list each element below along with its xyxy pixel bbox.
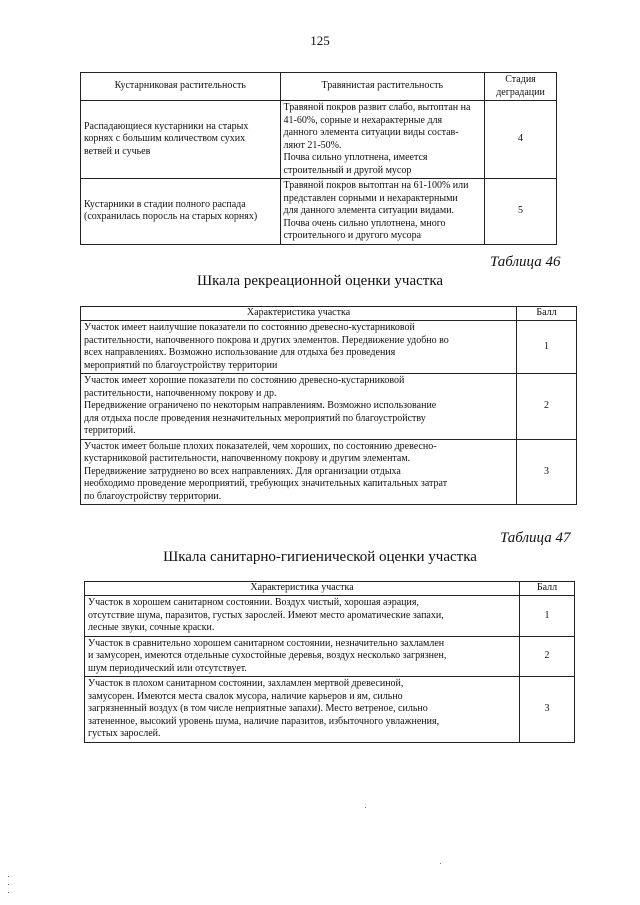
cell-line: Почва сильно уплотнена, имеется [283,152,428,163]
cell-line: Травяной покров вытоптан на 61-100% или [283,180,469,191]
column-header: Характеристика участка [85,582,520,596]
description-cell [81,374,517,440]
cell-line: Участок в плохом санитарном состоянии, захламлен мертвой древесиной, [88,678,404,689]
cell-line: загрязненный воздух (в том числе неприятные запахи). Место ветреное, сильно [88,703,428,714]
scan-speck [8,876,9,877]
cell-line: строительный и другой мусор [283,164,412,176]
column-header: Балл [520,582,575,596]
cell-line: территорий. [84,425,136,436]
recreation-score-table [80,306,577,505]
table-header-row [81,73,557,101]
cell-line: и замусорен, имеются отдельные сухостойные деревья, воздух несколько загрязнен, [88,650,447,661]
cell-line: Передвижение ограничено по некоторым направлениям. Возможно использование [84,400,437,411]
description-cell [81,321,517,374]
description-cell [81,439,517,505]
cell-line: представлен сорными и нехарактерными [283,192,458,204]
cell-line: строительного и другого мусора [283,230,422,241]
column-header: Кустарниковая растительность [81,73,281,101]
cell-line: Передвижение затруднено во всех направлениях. Для организации отдыха [84,465,401,477]
score-cell: 2 [520,636,575,677]
score-cell: 3 [517,439,577,505]
score-cell: 1 [520,596,575,637]
cell-line: необходимо проведение мероприятий, требующих значительных капитальных затрат [84,478,448,489]
cell-line: по благоустройству территории. [84,490,222,502]
scan-speck [365,807,366,808]
cell-line: ветвей и сучьев [84,145,151,157]
stage-cell: 5 [485,179,557,245]
table-row [85,636,575,677]
sanitary-score-table [84,581,575,743]
stage-cell: 4 [485,101,557,179]
column-header: Стадия деградации [485,73,557,101]
table-row [85,677,575,743]
column-header: Травянистая растительность [280,73,485,101]
column-header: Балл [517,307,577,321]
cell-line: кустарниковой растительности, напочвенному покрову и другим элементам. [84,453,411,464]
description-cell [85,677,520,743]
table-row [85,596,575,637]
shrub-cell [81,179,281,245]
table-row [81,101,557,179]
description-cell [85,636,520,677]
cell-line: данного элемента ситуации виды состав- [283,127,459,138]
degradation-table [80,72,557,245]
scan-speck [8,892,9,893]
table-header-row [85,582,575,596]
cell-line: Участок имеет наилучшие показатели по состоянию древесно-кустарниковой [84,322,415,333]
cell-line: Участок имеет больше плохих показателей, чем хороших, по состоянию древесно- [84,440,437,452]
cell-line: корнях с большим количеством сухих [84,133,246,145]
cell-line: мероприятий по благоустройству территории [84,359,278,371]
cell-line: Кустарники в стадии полного распада [84,198,246,210]
cell-line: для отдыха после проведения незначительных мероприятий по благоустройству [84,412,426,424]
score-cell: 3 [520,677,575,743]
cell-line: всех направлениях. Возможно использование для отдыха без проведения [84,347,396,358]
cell-line: Участок имеет хорошие показатели по состоянию древесно-кустарниковой [84,375,405,386]
table-title: Шкала рекреационной оценки участка [196,273,444,289]
table-row [81,374,577,440]
grass-cell [280,179,485,245]
cell-line: Травяной покров развит слабо, вытоптан на [283,102,471,113]
page-number: 125 [310,33,330,48]
table-row [81,439,577,505]
scan-speck [440,863,441,864]
cell-line: Распадающиеся кустарники на старых [84,120,249,132]
table-header-row [81,307,577,321]
cell-line: ляют 21-50%. [283,139,342,151]
shrub-cell [81,101,281,179]
cell-line: для данного элемента ситуации видами. [283,205,455,216]
scan-speck [8,884,9,885]
table-row [81,179,557,245]
cell-line: шум периодический или отсутствует. [88,662,247,674]
cell-line: отсутствие шума, паразитов, густых зарослей. Имеют место ароматические запахи, [88,609,444,621]
cell-line: затененное, высокий уровень шума, наличие паразитов, избыточного увлажнения, [88,715,440,727]
cell-line: Почва очень сильно уплотнена, много [283,217,446,229]
cell-line: растительности, напочвенному покрову и др. [84,387,277,399]
cell-line: Участок в хорошем санитарном состоянии. Воздух чистый, хорошая аэрация, [88,597,419,608]
cell-line: лесные звуки, сочные краски. [88,622,215,633]
score-cell: 2 [517,374,577,440]
cell-line: 41-60%, сорные и нехарактерные для [283,114,443,126]
cell-line: растительности, напочвенного покрова и других элементов. Передвижение удобно во [84,334,449,346]
score-cell: 1 [517,321,577,374]
cell-line: (сохранилась поросль на старых корнях) [84,211,258,223]
cell-line: Участок в сравнительно хорошем санитарном состоянии, незначительно захламлен [88,637,445,649]
table-label: Таблица 47 [500,530,571,546]
description-cell [85,596,520,637]
cell-line: густых зарослей. [88,728,161,739]
table-title: Шкала санитарно-гигиенической оценки участка [163,549,477,565]
table-label: Таблица 46 [490,254,561,270]
column-header: Характеристика участка [81,307,517,321]
table-row [81,321,577,374]
cell-line: замусорен. Имеются места свалок мусора, наличие карьеров и ям, сильно [88,690,403,702]
grass-cell [280,101,485,179]
